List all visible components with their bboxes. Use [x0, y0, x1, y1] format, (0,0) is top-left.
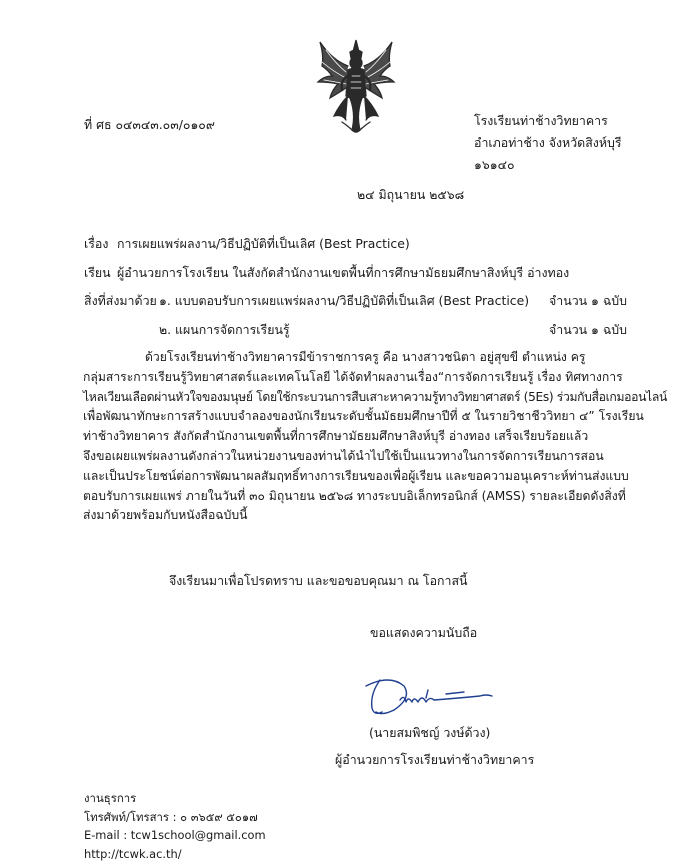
letter-date: ๒๔ มิถุนายน ๒๕๖๘	[357, 187, 465, 202]
recipient-text: ผู้อำนวยการโรงเรียน ในสังกัดสำนักงานเขตพื้นที่การศึกษามัธยมศึกษาสิงห์บุรี อ่างทอง	[117, 265, 570, 280]
body-paragraph	[83, 348, 667, 526]
garuda-emblem-icon	[312, 36, 400, 136]
school-postcode: ๑๖๑๔๐	[474, 157, 515, 172]
subject-text: การเผยแพร่ผลงาน/วิธีปฏิบัติที่เป็นเลิศ (Best Practice)	[117, 236, 410, 251]
signer-name: (นายสมพิชญ์ วงษ์ด้วง)	[369, 725, 491, 740]
attachment-item-2-qty: จำนวน ๑ ฉบับ	[549, 322, 628, 337]
footer-email[interactable]: E-mail : tcw1school@gmail.com	[84, 828, 266, 842]
reference-number: ที่ ศธ ๐๔๓๔๓.๐๓/๐๑๐๙	[84, 117, 215, 132]
attachments-label: สิ่งที่ส่งมาด้วย	[84, 293, 157, 308]
handwritten-signature-icon	[360, 672, 500, 720]
body-line: และเป็นประโยชน์ต่อการพัฒนาผลสัมฤทธิ์ทางการเรียนของเพื่อผู้เรียน และขอความอนุเคราะห์ท่านส่งแบบ	[83, 468, 629, 483]
school-district: อำเภอท่าช้าง จังหวัดสิงห์บุรี	[474, 135, 622, 150]
subject-label: เรื่อง	[84, 236, 109, 251]
attachment-item-1: ๑. แบบตอบรับการเผยแพร่ผลงาน/วิธีปฏิบัติที่เป็นเลิศ (Best Practice)	[159, 293, 530, 308]
body-line: ท่าช้างวิทยาคาร สังกัดสำนักงานเขตพื้นที่การศึกษามัธยมศึกษาสิงห์บุรี อ่างทอง เสร็จเรียบร้อยแล้ว	[83, 429, 589, 444]
closing-sentence: จึงเรียนมาเพื่อโปรดทราบ และขอขอบคุณมา ณ โอกาสนี้	[169, 573, 468, 588]
footer-department: งานธุรการ	[84, 791, 137, 805]
attachment-item-2: ๒. แผนการจัดการเรียนรู้	[159, 322, 290, 337]
body-line: ส่งมาด้วยพร้อมกับหนังสือฉบับนี้	[83, 508, 248, 523]
school-name: โรงเรียนท่าช้างวิทยาคาร	[474, 113, 608, 128]
body-line: ด้วยโรงเรียนท่าช้างวิทยาคารมีข้าราชการครู คือ นางสาวชนิตา อยู่สุขขี ตำแหน่ง ครู	[145, 350, 586, 364]
body-line: เพื่อพัฒนาทักษะการสร้างแบบจำลองของนักเรียนระดับชั้นมัธยมศึกษาปีที่ ๕ ในรายวิชาชีววิทยา ๔” โรงเรียน	[83, 409, 644, 424]
body-line: กลุ่มสาระการเรียนรู้วิทยาศาสตร์และเทคโนโลยี ได้จัดทำผลงานเรื่อง“การจัดการเรียนรู้ เรื่อง ทิศทางการ	[83, 369, 623, 384]
recipient-label: เรียน	[84, 265, 111, 280]
body-line: ตอบรับการเผยแพร่ ภายในวันที่ ๓๐ มิถุนายน ๒๕๖๘ ทางระบบอิเล็กทรอนิกส์ (AMSS) รายละเอียดดังสิ่งที่	[83, 488, 626, 503]
footer-website-link[interactable]: http://tcwk.ac.th/	[84, 847, 182, 861]
footer-phone: โทรศัพท์/โทรสาร : ๐ ๓๖๕๙ ๕๐๑๗	[84, 810, 258, 824]
regards-text: ขอแสดงความนับถือ	[370, 625, 478, 640]
body-line: ไหลเวียนเลือดผ่านหัวใจของมนุษย์ โดยใช้กระบวนการสืบเสาะหาความรู้ทางวิทยาศาสตร์ (5Es) ร่วมกับสื่อเกมออนไลน์	[83, 389, 667, 404]
attachment-item-1-qty: จำนวน ๑ ฉบับ	[549, 293, 628, 308]
signer-position: ผู้อำนวยการโรงเรียนท่าช้างวิทยาคาร	[335, 752, 535, 767]
body-line: จึงขอเผยแพร่ผลงานดังกล่าวในหน่วยงานของท่านได้นำไปใช้เป็นแนวทางในการจัดการเรียนการสอน	[83, 448, 604, 463]
